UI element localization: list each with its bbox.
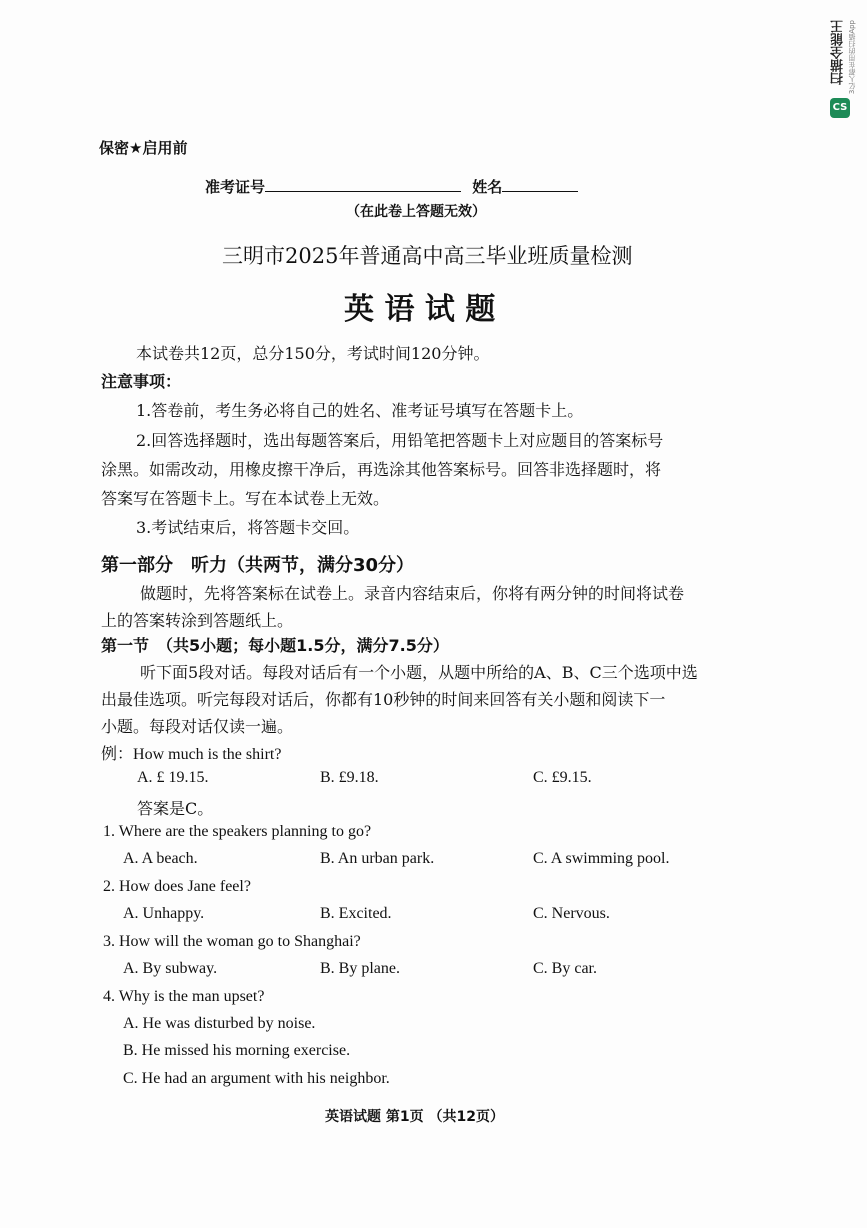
example-label: 例： <box>101 744 134 763</box>
example-answer: 答案是C。 <box>137 799 214 818</box>
exam-title: 英 语 试 题 <box>344 292 496 327</box>
exam-id-label: 准考证号 <box>205 178 266 196</box>
exam-intro: 本试卷共12页，总分150分，考试时间120分钟。 <box>136 344 490 363</box>
question-2-option-c: C. Nervous. <box>533 905 610 922</box>
invalid-note: （在此卷上答题无效） <box>346 204 486 220</box>
camscanner-logo-icon: CS <box>830 98 850 118</box>
section-1-desc-line-1: 听下面5段对话。每段对话后有一个小题，从题中所给的A、B、C三个选项中选 <box>140 663 698 682</box>
exam-id-blank <box>265 177 461 192</box>
note-item-2-line-2: 涂黑。如需改动，用橡皮擦干净后，再选涂其他答案标号。回答非选择题时，将 <box>101 460 662 479</box>
question-1-option-c: C. A swimming pool. <box>533 850 670 867</box>
question-3-option-c: C. By car. <box>533 960 597 977</box>
example-option-a: A. £ 19.15. <box>137 769 209 786</box>
name-label: 姓名 <box>472 178 503 196</box>
question-3: 3. How will the woman go to Shanghai? <box>103 933 361 950</box>
question-4-option-a: A. He was disturbed by noise. <box>123 1015 316 1032</box>
section-1-desc-line-3: 小题。每段对话仅读一遍。 <box>101 717 294 736</box>
question-4: 4. Why is the man upset? <box>103 988 265 1005</box>
note-item-1: 1.答卷前，考生务必将自己的姓名、准考证号填写在答题卡上。 <box>136 401 584 420</box>
note-item-2-line-1: 2.回答选择题时，选出每题答案后，用铅笔把答题卡上对应题目的答案标号 <box>136 431 664 450</box>
example-question <box>101 741 281 764</box>
part-1-desc-line-1: 做题时，先将答案标在试卷上。录音内容结束后，你将有两分钟的时间将试卷 <box>140 584 685 603</box>
example-option-c: C. £9.15. <box>533 769 592 786</box>
exam-id-row <box>205 176 578 197</box>
question-1: 1. Where are the speakers planning to go? <box>103 823 372 840</box>
question-4-option-b: B. He missed his morning exercise. <box>123 1042 351 1059</box>
question-2-option-b: B. Excited. <box>320 905 392 922</box>
example-option-b: B. £9.18. <box>320 769 379 786</box>
question-2-option-a: A. Unhappy. <box>123 905 205 922</box>
note-item-3: 3.考试结束后，将答题卡交回。 <box>136 518 360 537</box>
question-1-option-a: A. A beach. <box>123 850 198 867</box>
question-2: 2. How does Jane feel? <box>103 878 251 895</box>
note-item-2-line-3: 答案写在答题卡上。写在本试卷上无效。 <box>101 489 390 508</box>
part-1-heading: 第一部分 听力（共两节，满分30分） <box>101 555 415 576</box>
name-blank <box>502 177 578 192</box>
scanner-watermark <box>823 14 857 124</box>
page-footer: 英语试题 第1页 （共12页） <box>325 1109 504 1125</box>
part-1-desc-line-2: 上的答案转涂到答题纸上。 <box>101 611 294 630</box>
question-3-option-b: B. By plane. <box>320 960 400 977</box>
watermark-text: 扫描全能王 <box>831 20 846 85</box>
question-4-option-c: C. He had an argument with his neighbor. <box>123 1070 390 1087</box>
exam-subtitle: 三明市2025年普通高中高三毕业班质量检测 <box>222 244 633 268</box>
notes-heading: 注意事项： <box>101 372 182 391</box>
section-1-heading: 第一节 （共5小题；每小题1.5分，满分7.5分） <box>101 636 449 655</box>
confidential-label: 保密★启用前 <box>99 139 188 157</box>
question-3-option-a: A. By subway. <box>123 960 218 977</box>
question-1-option-b: B. An urban park. <box>320 850 435 867</box>
example-question-text: How much is the shirt? <box>133 746 282 763</box>
section-1-desc-line-2: 出最佳选项。听完每段对话后，你都有10秒钟的时间来回答有关小题和阅读下一 <box>101 690 666 709</box>
watermark-subtext: 3亿人都在用的扫描App <box>848 20 856 95</box>
